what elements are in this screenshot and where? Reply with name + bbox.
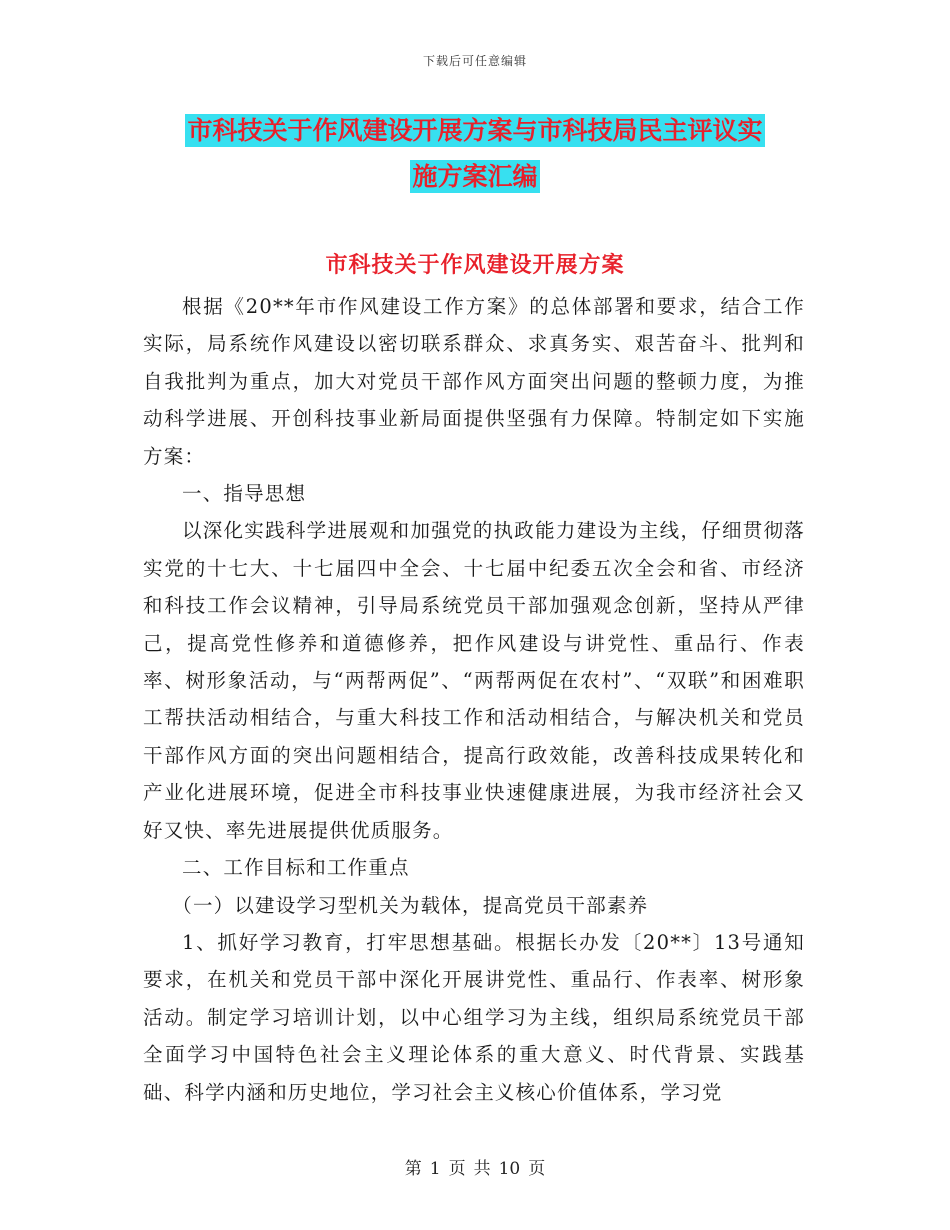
- paragraph-guiding-ideology: 以深化实践科学进展观和加强党的执政能力建设为主线，仔细贯彻落实党的十七大、十七届四中全会、十七届中纪委五次全会和省、市经济和科技工作会议精神，引导局系统党员干部加强观念创新，坚持从严律己，提高党性修养和道德修养，把作风建设与讲党性、重品行、作表率、树形象活动，与“两帮两促”、“两帮两促在农村”、“双联”和困难职工帮扶活动相结合，与重大科技工作和活动相结合，与解决机关和党员干部作风方面的突出问题相结合，提高行政效能，改善科技成果转化和产业化进展环境，促进全市科技事业快速健康进展，为我市经济社会又好又快、率先进展提供优质服务。: [143, 519, 805, 842]
- document-body: [143, 288, 805, 1111]
- footer-label-unit: 页: [448, 1159, 466, 1179]
- document-title: [140, 108, 810, 200]
- subheading-learning-organization: （一）以建设学习型机关为载体，提高党员干部素养: [172, 893, 649, 917]
- document-title-line-1: 市科技关于作风建设开展方案与市科技局民主评议实: [187, 116, 763, 145]
- footer-label-page: 第: [404, 1159, 422, 1179]
- paragraph-study-education: 1、抓好学习教育，打牢思想基础。根据长办发〔20**〕13号通知要求，在机关和党员干部中深化开展讲党性、重品行、作表率、树形象活动。制定学习培训计划，以中心组学习为主线，组织局系统党员干部全面学习中国特色社会主义理论体系的重大意义、时代背景、实践基础、科学内涵和历史地位，学习社会主义核心价值体系，学习党: [143, 930, 805, 1104]
- document-title-line-2: 施方案汇编: [412, 162, 538, 191]
- heading-goals-and-focus: 二、工作目标和工作重点: [182, 856, 410, 880]
- footer-current-page: 1: [429, 1159, 441, 1179]
- paragraph-intro: 根据《20**年市作风建设工作方案》的总体部署和要求，结合工作实际，局系统作风建设以密切联系群众、求真务实、艰苦奋斗、批判和自我批判为重点，加大对党员干部作风方面突出问题的整顿力度，为推动科学进展、开创科技事业新局面提供坚强有力保障。特制定如下实施方案：: [143, 295, 805, 468]
- footer-label-unit-2: 页: [528, 1159, 546, 1179]
- footer-label-total: 共: [473, 1159, 491, 1179]
- section-title: 市科技关于作风建设开展方案: [325, 252, 625, 278]
- header-note: 下载后可任意编辑: [422, 54, 527, 68]
- page-footer: [0, 1154, 950, 1179]
- footer-total-pages: 10: [498, 1159, 521, 1179]
- heading-guiding-ideology: 一、指导思想: [182, 482, 307, 506]
